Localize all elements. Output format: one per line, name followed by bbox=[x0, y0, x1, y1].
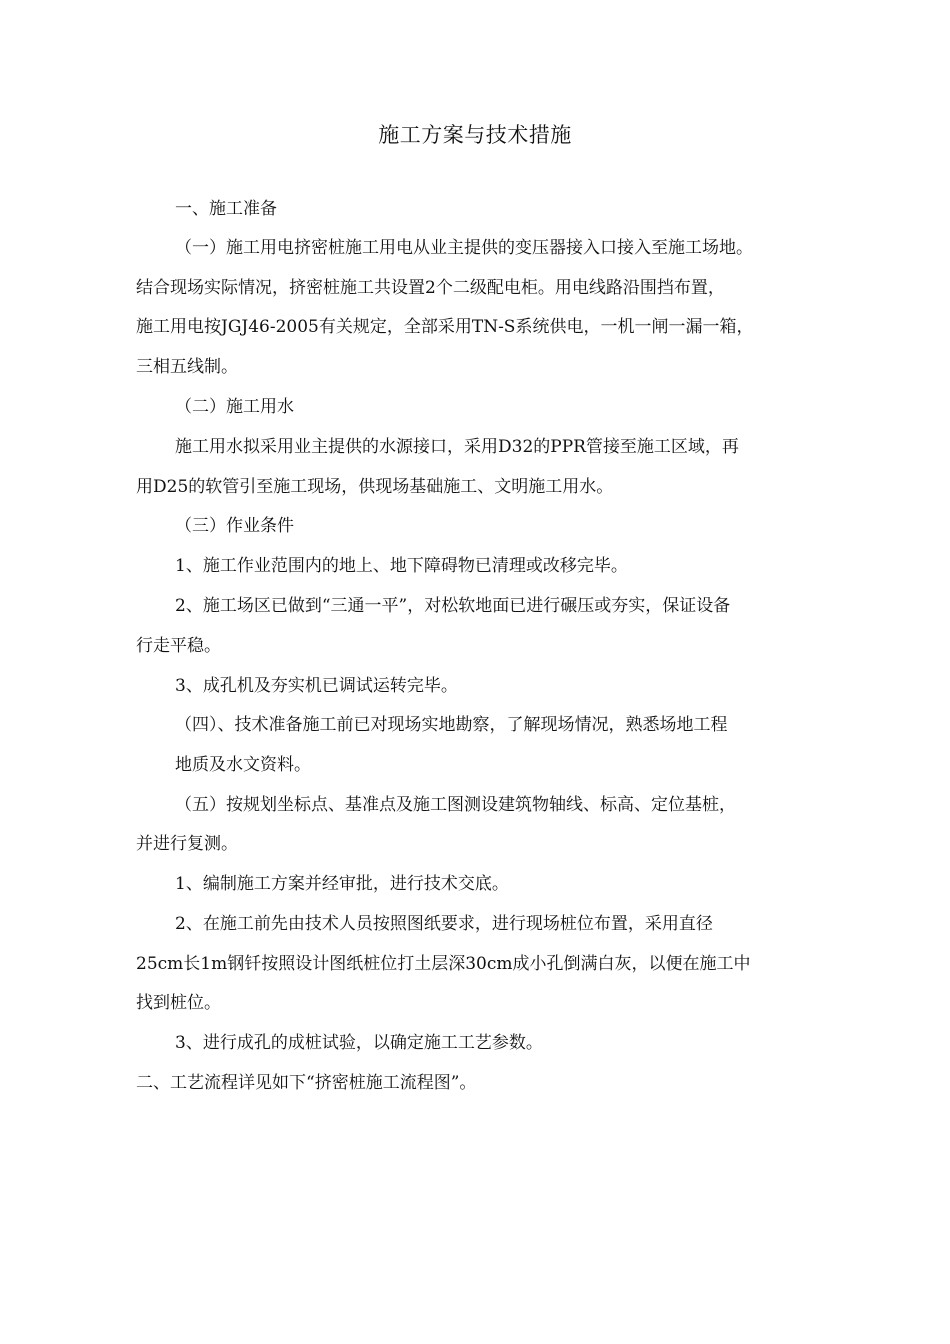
paragraph-line: 25cm长1m钢钎按照设计图纸桩位打土层深30cm成小孔倒满白灰，以便在施工中 bbox=[136, 954, 751, 974]
list-item: 2、施工场区已做到“三通一平”，对松软地面已进行碾压或夯实，保证设备 bbox=[175, 596, 731, 616]
paragraph-line: 找到桩位。 bbox=[136, 993, 221, 1013]
section-heading: 二、工艺流程详见如下“挤密桩施工流程图”。 bbox=[136, 1073, 477, 1093]
paragraph-line: （五）按规划坐标点、基准点及施工图测设建筑物轴线、标高、定位基桩， bbox=[175, 795, 736, 815]
paragraph-line: （一）施工用电挤密桩施工用电从业主提供的变压器接入口接入至施工场地。 bbox=[175, 238, 753, 258]
page-title: 施工方案与技术措施 bbox=[378, 123, 572, 147]
paragraph-line: 用D25的软管引至施工现场，供现场基础施工、文明施工用水。 bbox=[136, 477, 614, 497]
list-item: 3、成孔机及夯实机已调试运转完毕。 bbox=[175, 676, 458, 696]
list-item: 1、施工作业范围内的地上、地下障碍物已清理或改移完毕。 bbox=[175, 556, 628, 576]
paragraph-line: 施工用电按JGJ46-2005有关规定，全部采用TN-S系统供电，一机一闸一漏一箱， bbox=[136, 317, 754, 337]
list-item: 3、进行成孔的成桩试验，以确定施工工艺参数。 bbox=[175, 1033, 543, 1053]
subsection-heading: （二）施工用水 bbox=[175, 397, 294, 417]
subsection-heading: （三）作业条件 bbox=[175, 516, 294, 536]
paragraph-line: 施工用水拟采用业主提供的水源接口，采用D32的PPR管接至施工区域，再 bbox=[175, 437, 739, 457]
paragraph-line: （四）、技术准备施工前已对现场实地勘察，了解现场情况，熟悉场地工程 bbox=[175, 715, 728, 735]
paragraph-line: 三相五线制。 bbox=[136, 357, 238, 377]
paragraph-line: 结合现场实际情况，挤密桩施工共设置2个二级配电柜。用电线路沿围挡布置， bbox=[136, 278, 725, 298]
paragraph-line: 行走平稳。 bbox=[136, 636, 221, 656]
section-heading: 一、施工准备 bbox=[175, 199, 277, 219]
paragraph-line: 并进行复测。 bbox=[136, 834, 238, 854]
paragraph-line: 地质及水文资料。 bbox=[175, 755, 311, 775]
list-item: 1、编制施工方案并经审批，进行技术交底。 bbox=[175, 874, 509, 894]
list-item: 2、在施工前先由技术人员按照图纸要求，进行现场桩位布置，采用直径 bbox=[175, 914, 713, 934]
